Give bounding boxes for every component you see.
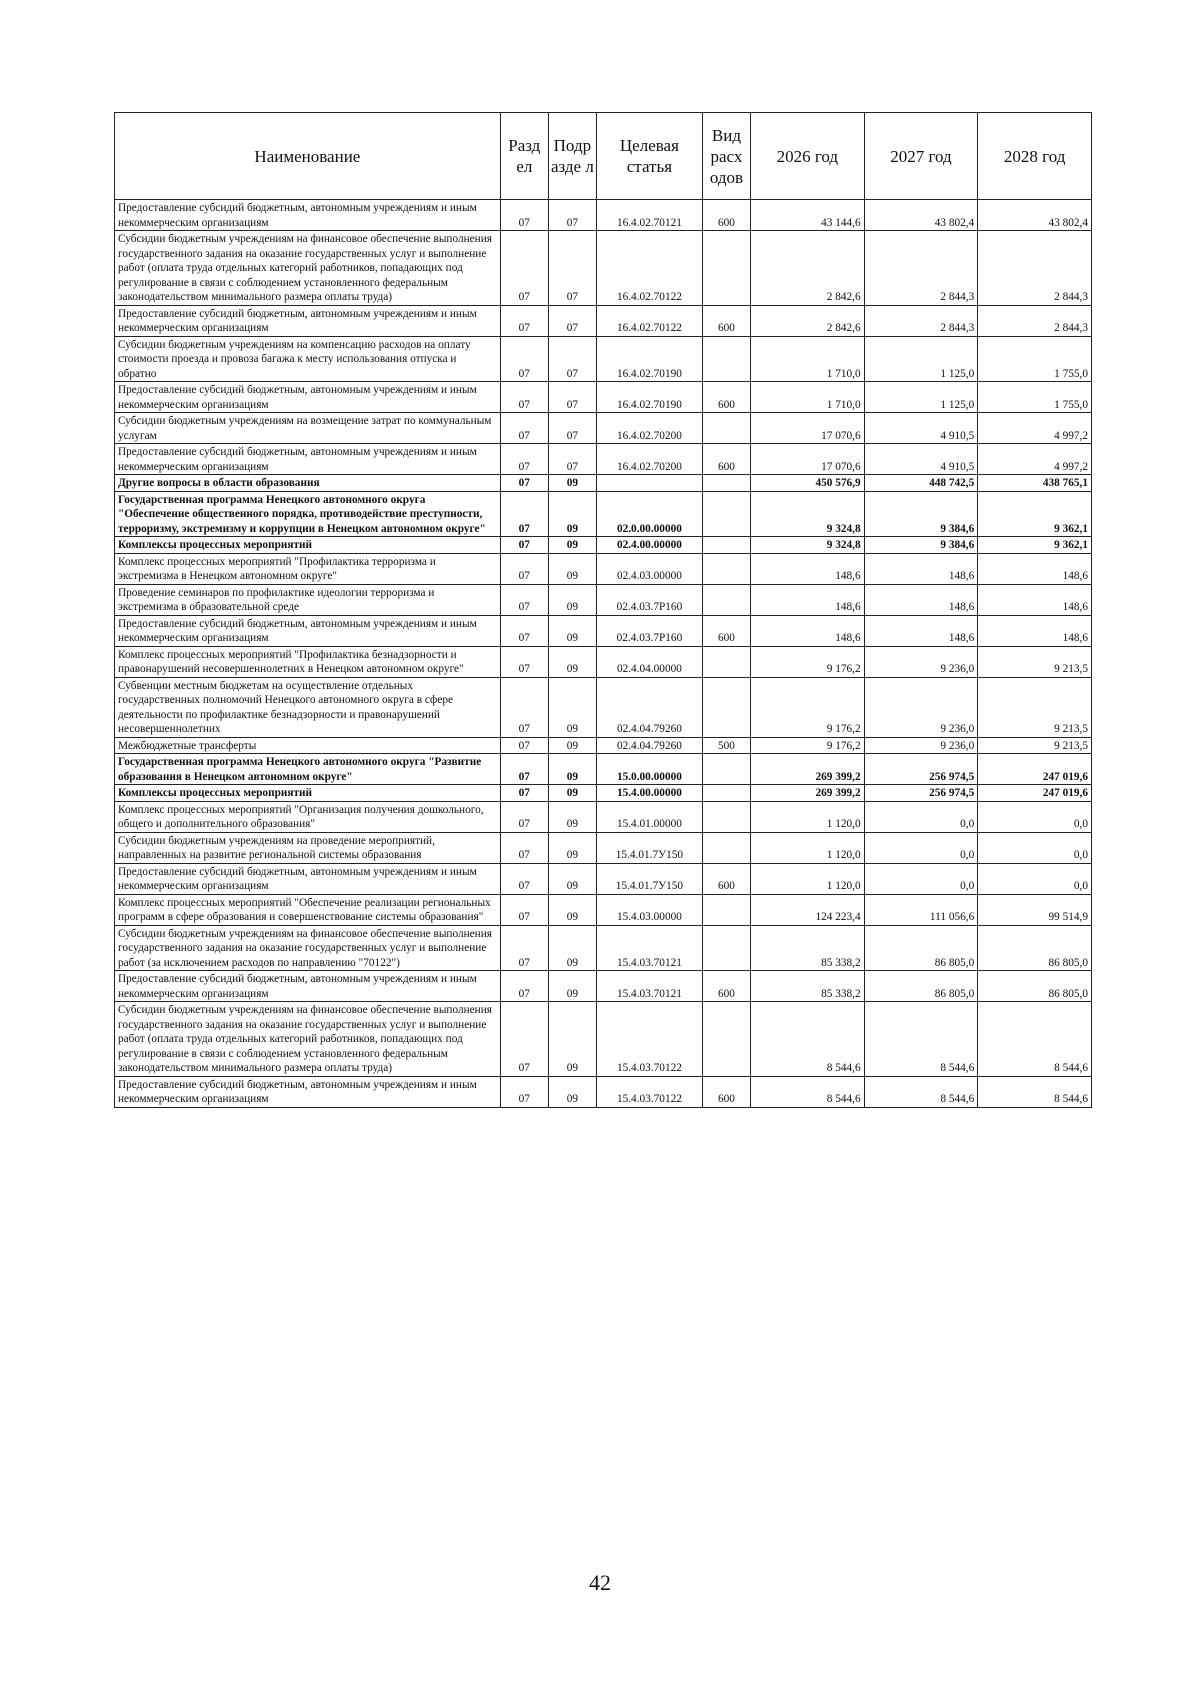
table-row: [115, 737, 1092, 754]
table-row: [115, 584, 1092, 615]
cell-name: Другие вопросы в области образования: [115, 475, 501, 492]
cell-target-article: 16.4.02.70190: [596, 336, 702, 382]
cell-year-2027: 8 544,6: [864, 1002, 978, 1077]
cell-name: Предоставление субсидий бюджетным, автономным учреждениям и иным некоммерческим организациям: [115, 382, 501, 413]
cell-year-2028: 148,6: [978, 584, 1092, 615]
cell-name: Субсидии бюджетным учреждениям на финансовое обеспечение выполнения государственного задания на оказание государственных услуг и выполнение работ (за исключением расходов по направлению "70122"): [115, 925, 501, 971]
cell-year-2027: 4 910,5: [864, 413, 978, 444]
cell-target-article: 15.4.01.7У150: [596, 863, 702, 894]
cell-year-2028: 9 362,1: [978, 491, 1092, 537]
cell-target-article: 15.4.03.70121: [596, 971, 702, 1002]
cell-year-2026: 269 399,2: [751, 785, 865, 802]
cell-podrazdel: 09: [548, 894, 596, 925]
table-row: [115, 801, 1092, 832]
cell-year-2026: 9 176,2: [751, 737, 865, 754]
cell-razdel: 07: [500, 1002, 548, 1077]
cell-razdel: 07: [500, 200, 548, 231]
cell-target-article: 15.4.03.00000: [596, 894, 702, 925]
cell-expense-type: 500: [702, 737, 750, 754]
cell-expense-type: 600: [702, 971, 750, 1002]
table-row: [115, 491, 1092, 537]
cell-razdel: 07: [500, 584, 548, 615]
cell-name: Предоставление субсидий бюджетным, автономным учреждениям и иным некоммерческим организациям: [115, 863, 501, 894]
cell-name: Предоставление субсидий бюджетным, автономным учреждениям и иным некоммерческим организациям: [115, 305, 501, 336]
cell-razdel: 07: [500, 894, 548, 925]
cell-year-2027: 1 125,0: [864, 336, 978, 382]
cell-razdel: 07: [500, 336, 548, 382]
cell-target-article: 16.4.02.70200: [596, 413, 702, 444]
cell-year-2027: 148,6: [864, 615, 978, 646]
cell-podrazdel: 09: [548, 801, 596, 832]
cell-year-2028: 247 019,6: [978, 785, 1092, 802]
cell-name: Комплекс процессных мероприятий "Профилактика терроризма и экстремизма в Ненецком автономном округе": [115, 553, 501, 584]
cell-year-2028: 2 844,3: [978, 305, 1092, 336]
header-target-article: Целевая статья: [596, 113, 702, 200]
cell-podrazdel: 09: [548, 785, 596, 802]
page-number: 42: [589, 1570, 611, 1595]
table-row: [115, 677, 1092, 737]
cell-podrazdel: 07: [548, 200, 596, 231]
cell-name: Комплекс процессных мероприятий "Профилактика безнадзорности и правонарушений несовершеннолетних в Ненецком автономном округе": [115, 646, 501, 677]
cell-year-2028: 9 213,5: [978, 646, 1092, 677]
cell-target-article: 16.4.02.70200: [596, 444, 702, 475]
cell-expense-type: [702, 537, 750, 554]
header-razdel: Разд ел: [500, 113, 548, 200]
cell-podrazdel: 09: [548, 475, 596, 492]
cell-name: Субсидии бюджетным учреждениям на возмещение затрат по коммунальным услугам: [115, 413, 501, 444]
cell-expense-type: 600: [702, 615, 750, 646]
cell-razdel: 07: [500, 832, 548, 863]
cell-podrazdel: 09: [548, 754, 596, 785]
cell-podrazdel: 09: [548, 491, 596, 537]
cell-name: Предоставление субсидий бюджетным, автономным учреждениям и иным некоммерческим организациям: [115, 615, 501, 646]
cell-expense-type: [702, 832, 750, 863]
cell-year-2027: 9 384,6: [864, 537, 978, 554]
cell-razdel: 07: [500, 863, 548, 894]
cell-name: Субвенции местным бюджетам на осуществление отдельных государственных полномочий Ненецкого автономного округа в сфере деятельности по профилактике безнадзорности и правонарушений несовершеннолетних: [115, 677, 501, 737]
cell-podrazdel: 07: [548, 413, 596, 444]
cell-expense-type: 600: [702, 863, 750, 894]
cell-year-2027: 86 805,0: [864, 925, 978, 971]
cell-podrazdel: 09: [548, 553, 596, 584]
cell-year-2028: 1 755,0: [978, 336, 1092, 382]
cell-year-2026: 269 399,2: [751, 754, 865, 785]
cell-year-2028: 1 755,0: [978, 382, 1092, 413]
budget-table-sheet: [114, 112, 1092, 1108]
cell-razdel: 07: [500, 785, 548, 802]
cell-year-2026: 9 176,2: [751, 677, 865, 737]
cell-expense-type: [702, 475, 750, 492]
cell-year-2028: 8 544,6: [978, 1076, 1092, 1107]
cell-year-2028: 9 362,1: [978, 537, 1092, 554]
cell-razdel: 07: [500, 475, 548, 492]
table-row: [115, 894, 1092, 925]
cell-target-article: 02.4.04.79260: [596, 677, 702, 737]
cell-podrazdel: 09: [548, 832, 596, 863]
cell-name: Комплексы процессных мероприятий: [115, 537, 501, 554]
cell-year-2027: 9 236,0: [864, 677, 978, 737]
cell-name: Межбюджетные трансферты: [115, 737, 501, 754]
cell-expense-type: [702, 754, 750, 785]
cell-year-2027: 0,0: [864, 832, 978, 863]
cell-expense-type: [702, 336, 750, 382]
cell-name: Субсидии бюджетным учреждениям на финансовое обеспечение выполнения государственного задания на оказание государственных услуг и выполнение работ (оплата труда отдельных категорий работников, попадающих под регулирование в связи с соблюдением установленного федеральным законодательством минимального размера оплаты труда): [115, 231, 501, 306]
cell-name: Предоставление субсидий бюджетным, автономным учреждениям и иным некоммерческим организациям: [115, 444, 501, 475]
cell-year-2028: 0,0: [978, 832, 1092, 863]
cell-podrazdel: 07: [548, 382, 596, 413]
cell-year-2027: 9 384,6: [864, 491, 978, 537]
cell-year-2027: 9 236,0: [864, 646, 978, 677]
table-row: [115, 200, 1092, 231]
cell-name: Субсидии бюджетным учреждениям на компенсацию расходов на оплату стоимости проезда и провоза багажа к месту использования отпуска и обратно: [115, 336, 501, 382]
cell-year-2026: 9 176,2: [751, 646, 865, 677]
cell-razdel: 07: [500, 646, 548, 677]
cell-name: Субсидии бюджетным учреждениям на проведение мероприятий, направленных на развитие региональной системы образования: [115, 832, 501, 863]
cell-year-2026: 148,6: [751, 584, 865, 615]
cell-target-article: 16.4.02.70122: [596, 305, 702, 336]
cell-year-2026: 17 070,6: [751, 444, 865, 475]
cell-expense-type: 600: [702, 382, 750, 413]
cell-podrazdel: 07: [548, 336, 596, 382]
header-year-2026: 2026 год: [751, 113, 865, 200]
cell-podrazdel: 07: [548, 305, 596, 336]
cell-year-2027: 9 236,0: [864, 737, 978, 754]
cell-podrazdel: 09: [548, 863, 596, 894]
cell-target-article: 16.4.02.70190: [596, 382, 702, 413]
cell-name: Субсидии бюджетным учреждениям на финансовое обеспечение выполнения государственного задания на оказание государственных услуг и выполнение работ (оплата труда отдельных категорий работников, попадающих под регулирование в связи с соблюдением установленного федеральным законодательством минимального размера оплаты труда): [115, 1002, 501, 1077]
cell-target-article: 15.0.00.00000: [596, 754, 702, 785]
cell-podrazdel: 07: [548, 231, 596, 306]
cell-target-article: 15.4.03.70122: [596, 1002, 702, 1077]
table-row: [115, 553, 1092, 584]
cell-name: Комплекс процессных мероприятий "Обеспечение реализации региональных программ в сфере образования и совершенствование системы образования": [115, 894, 501, 925]
cell-razdel: 07: [500, 537, 548, 554]
cell-razdel: 07: [500, 801, 548, 832]
cell-year-2026: 1 120,0: [751, 832, 865, 863]
cell-year-2027: 0,0: [864, 801, 978, 832]
cell-name: Предоставление субсидий бюджетным, автономным учреждениям и иным некоммерческим организациям: [115, 1076, 501, 1107]
table-row: [115, 785, 1092, 802]
cell-razdel: 07: [500, 754, 548, 785]
table-row: [115, 305, 1092, 336]
cell-expense-type: [702, 413, 750, 444]
cell-target-article: 16.4.02.70122: [596, 231, 702, 306]
cell-year-2028: 9 213,5: [978, 677, 1092, 737]
cell-podrazdel: 09: [548, 537, 596, 554]
cell-razdel: 07: [500, 1076, 548, 1107]
table-row: [115, 231, 1092, 306]
cell-expense-type: [702, 646, 750, 677]
cell-year-2028: 4 997,2: [978, 444, 1092, 475]
cell-razdel: 07: [500, 971, 548, 1002]
cell-year-2027: 148,6: [864, 553, 978, 584]
cell-target-article: [596, 475, 702, 492]
cell-podrazdel: 09: [548, 677, 596, 737]
cell-razdel: 07: [500, 553, 548, 584]
cell-year-2026: 85 338,2: [751, 925, 865, 971]
cell-expense-type: [702, 925, 750, 971]
cell-year-2026: 85 338,2: [751, 971, 865, 1002]
cell-year-2026: 1 710,0: [751, 382, 865, 413]
cell-year-2028: 99 514,9: [978, 894, 1092, 925]
cell-name: Комплексы процессных мероприятий: [115, 785, 501, 802]
cell-year-2026: 43 144,6: [751, 200, 865, 231]
table-row: [115, 615, 1092, 646]
table-row: [115, 863, 1092, 894]
table-row: [115, 925, 1092, 971]
header-year-2028: 2028 год: [978, 113, 1092, 200]
cell-target-article: 02.4.03.7Р160: [596, 615, 702, 646]
cell-expense-type: [702, 231, 750, 306]
cell-year-2026: 450 576,9: [751, 475, 865, 492]
cell-target-article: 02.4.04.00000: [596, 646, 702, 677]
cell-year-2028: 148,6: [978, 553, 1092, 584]
cell-target-article: 02.4.00.00000: [596, 537, 702, 554]
cell-expense-type: [702, 491, 750, 537]
cell-year-2026: 124 223,4: [751, 894, 865, 925]
table-row: [115, 1076, 1092, 1107]
cell-razdel: 07: [500, 231, 548, 306]
cell-year-2027: 2 844,3: [864, 231, 978, 306]
cell-year-2027: 2 844,3: [864, 305, 978, 336]
cell-year-2028: 8 544,6: [978, 1002, 1092, 1077]
cell-year-2026: 1 710,0: [751, 336, 865, 382]
cell-expense-type: [702, 785, 750, 802]
header-name: Наименование: [115, 113, 501, 200]
cell-podrazdel: 09: [548, 646, 596, 677]
cell-year-2026: 1 120,0: [751, 863, 865, 894]
cell-target-article: 02.0.00.00000: [596, 491, 702, 537]
cell-year-2027: 256 974,5: [864, 754, 978, 785]
cell-year-2027: 4 910,5: [864, 444, 978, 475]
cell-name: Предоставление субсидий бюджетным, автономным учреждениям и иным некоммерческим организациям: [115, 971, 501, 1002]
cell-target-article: 15.4.03.70122: [596, 1076, 702, 1107]
cell-name: Предоставление субсидий бюджетным, автономным учреждениям и иным некоммерческим организациям: [115, 200, 501, 231]
cell-podrazdel: 09: [548, 615, 596, 646]
cell-target-article: 15.4.01.7У150: [596, 832, 702, 863]
cell-podrazdel: 09: [548, 971, 596, 1002]
cell-podrazdel: 09: [548, 1076, 596, 1107]
cell-razdel: 07: [500, 382, 548, 413]
cell-expense-type: 600: [702, 444, 750, 475]
cell-podrazdel: 09: [548, 737, 596, 754]
cell-year-2027: 256 974,5: [864, 785, 978, 802]
cell-razdel: 07: [500, 615, 548, 646]
cell-podrazdel: 07: [548, 444, 596, 475]
cell-year-2027: 43 802,4: [864, 200, 978, 231]
table-row: [115, 537, 1092, 554]
cell-razdel: 07: [500, 491, 548, 537]
cell-razdel: 07: [500, 305, 548, 336]
cell-target-article: 02.4.04.79260: [596, 737, 702, 754]
cell-year-2026: 2 842,6: [751, 231, 865, 306]
table-row: [115, 1002, 1092, 1077]
cell-year-2026: 1 120,0: [751, 801, 865, 832]
cell-name: Проведение семинаров по профилактике идеологии терроризма и экстремизма в образовательной среде: [115, 584, 501, 615]
cell-target-article: 02.4.03.00000: [596, 553, 702, 584]
cell-razdel: 07: [500, 444, 548, 475]
cell-year-2027: 148,6: [864, 584, 978, 615]
cell-year-2026: 8 544,6: [751, 1076, 865, 1107]
cell-year-2027: 448 742,5: [864, 475, 978, 492]
cell-podrazdel: 09: [548, 925, 596, 971]
cell-year-2028: 438 765,1: [978, 475, 1092, 492]
cell-target-article: 02.4.03.7Р160: [596, 584, 702, 615]
table-row: [115, 382, 1092, 413]
cell-target-article: 16.4.02.70121: [596, 200, 702, 231]
cell-year-2026: 2 842,6: [751, 305, 865, 336]
cell-year-2027: 8 544,6: [864, 1076, 978, 1107]
cell-year-2026: 17 070,6: [751, 413, 865, 444]
table-row: [115, 336, 1092, 382]
table-body: [115, 200, 1092, 1108]
header-expense-type: Вид расх одов: [702, 113, 750, 200]
cell-expense-type: [702, 553, 750, 584]
cell-year-2027: 86 805,0: [864, 971, 978, 1002]
table-row: [115, 646, 1092, 677]
cell-razdel: 07: [500, 737, 548, 754]
cell-year-2028: 86 805,0: [978, 925, 1092, 971]
cell-expense-type: [702, 677, 750, 737]
cell-razdel: 07: [500, 925, 548, 971]
cell-year-2027: 111 056,6: [864, 894, 978, 925]
cell-name: Государственная программа Ненецкого автономного округа "Развитие образования в Ненецком автономном округе": [115, 754, 501, 785]
cell-year-2028: 43 802,4: [978, 200, 1092, 231]
cell-name: Государственная программа Ненецкого автономного округа "Обеспечение общественного порядка, противодействие преступности, терроризму, экстремизму и коррупции в Ненецком автономном округе": [115, 491, 501, 537]
cell-year-2026: 9 324,8: [751, 491, 865, 537]
cell-year-2026: 148,6: [751, 615, 865, 646]
table-row: [115, 754, 1092, 785]
cell-year-2028: 86 805,0: [978, 971, 1092, 1002]
cell-year-2028: 0,0: [978, 801, 1092, 832]
cell-year-2028: 4 997,2: [978, 413, 1092, 444]
cell-podrazdel: 09: [548, 584, 596, 615]
cell-year-2026: 9 324,8: [751, 537, 865, 554]
cell-year-2028: 2 844,3: [978, 231, 1092, 306]
table-row: [115, 971, 1092, 1002]
table-row: [115, 475, 1092, 492]
cell-year-2028: 247 019,6: [978, 754, 1092, 785]
header-podrazdel: Подр азде л: [548, 113, 596, 200]
cell-target-article: 15.4.03.70121: [596, 925, 702, 971]
cell-year-2027: 1 125,0: [864, 382, 978, 413]
cell-podrazdel: 09: [548, 1002, 596, 1077]
cell-year-2026: 8 544,6: [751, 1002, 865, 1077]
cell-year-2028: 0,0: [978, 863, 1092, 894]
budget-table: [114, 112, 1092, 1108]
table-row: [115, 413, 1092, 444]
table-row: [115, 444, 1092, 475]
cell-expense-type: [702, 894, 750, 925]
cell-razdel: 07: [500, 677, 548, 737]
table-header-row: [115, 113, 1092, 200]
cell-expense-type: [702, 801, 750, 832]
cell-expense-type: 600: [702, 200, 750, 231]
cell-year-2028: 9 213,5: [978, 737, 1092, 754]
cell-target-article: 15.4.01.00000: [596, 801, 702, 832]
cell-year-2026: 148,6: [751, 553, 865, 584]
cell-expense-type: [702, 1002, 750, 1077]
cell-expense-type: [702, 584, 750, 615]
table-row: [115, 832, 1092, 863]
cell-target-article: 15.4.00.00000: [596, 785, 702, 802]
header-year-2027: 2027 год: [864, 113, 978, 200]
cell-year-2028: 148,6: [978, 615, 1092, 646]
cell-razdel: 07: [500, 413, 548, 444]
cell-expense-type: 600: [702, 305, 750, 336]
cell-name: Комплекс процессных мероприятий "Организация получения дошкольного, общего и дополнительного образования": [115, 801, 501, 832]
cell-year-2027: 0,0: [864, 863, 978, 894]
cell-expense-type: 600: [702, 1076, 750, 1107]
